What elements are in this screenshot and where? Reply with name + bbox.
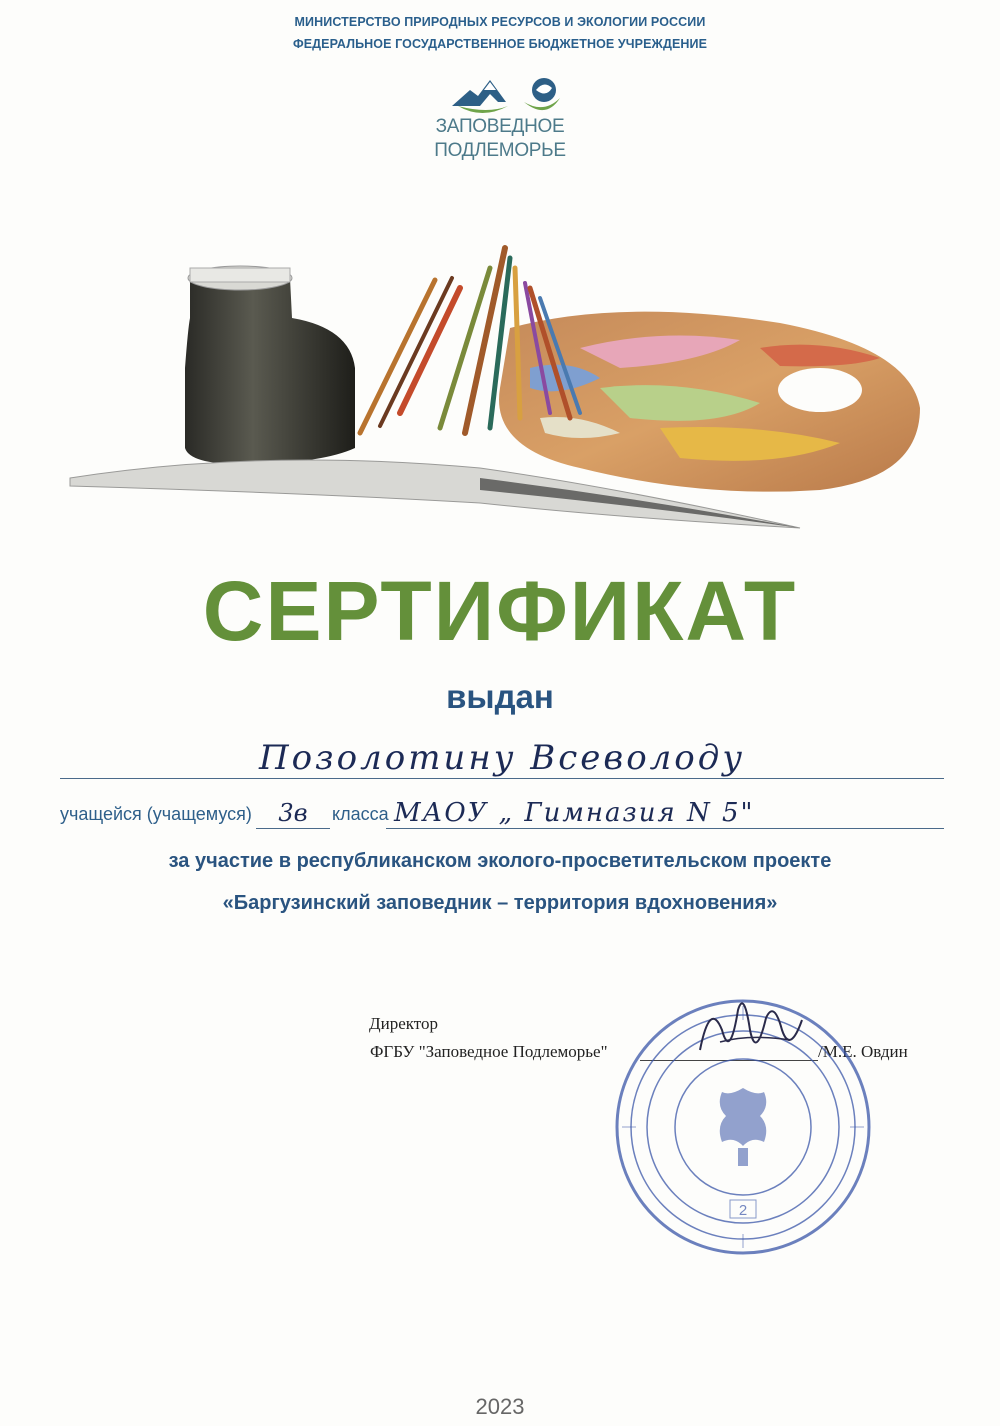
- logo-text-line1: ЗАПОВЕДНОЕ: [435, 116, 565, 137]
- institution-header: ФЕДЕРАЛЬНОЕ ГОСУДАРСТВЕННОЕ БЮДЖЕТНОЕ УЧРЕЖДЕНИЕ: [292, 37, 708, 51]
- ink-palette-illustration: [60, 228, 940, 560]
- stamp-number: 2: [738, 1202, 748, 1219]
- project-name: «Баргузинский заповедник – территория вдохновения»: [222, 892, 778, 914]
- participation-text: за участие в республиканском эколого-просветительском проекте: [168, 850, 832, 872]
- issued-label: выдан: [446, 678, 554, 715]
- certificate-title: СЕРТИФИКАТ: [202, 564, 798, 658]
- name-underline: [60, 778, 944, 779]
- grade-value: 3в: [278, 799, 308, 827]
- grade-underline: [256, 828, 330, 829]
- director-organization: ФГБУ "Заповедное Подлеморье": [370, 1042, 608, 1061]
- recipient-name: Позолотину Всеволоду: [258, 738, 746, 778]
- school-underline: [386, 828, 944, 829]
- logo-text-line2: ПОДЛЕМОРЬЕ: [434, 140, 566, 161]
- ministry-header: МИНИСТЕРСТВО ПРИРОДНЫХ РЕСУРСОВ И ЭКОЛОГИИ РОССИИ: [294, 15, 706, 29]
- director-name: /М.Е. Овдин: [818, 1042, 908, 1061]
- student-label: учащейся (учащемуся): [60, 804, 252, 824]
- school-name: МАОУ „ Гимназия N 5": [394, 798, 755, 828]
- director-title: Директор: [369, 1014, 438, 1033]
- issue-year: 2023: [475, 1394, 525, 1419]
- class-label: класса: [332, 804, 389, 824]
- director-signature: [690, 990, 810, 1070]
